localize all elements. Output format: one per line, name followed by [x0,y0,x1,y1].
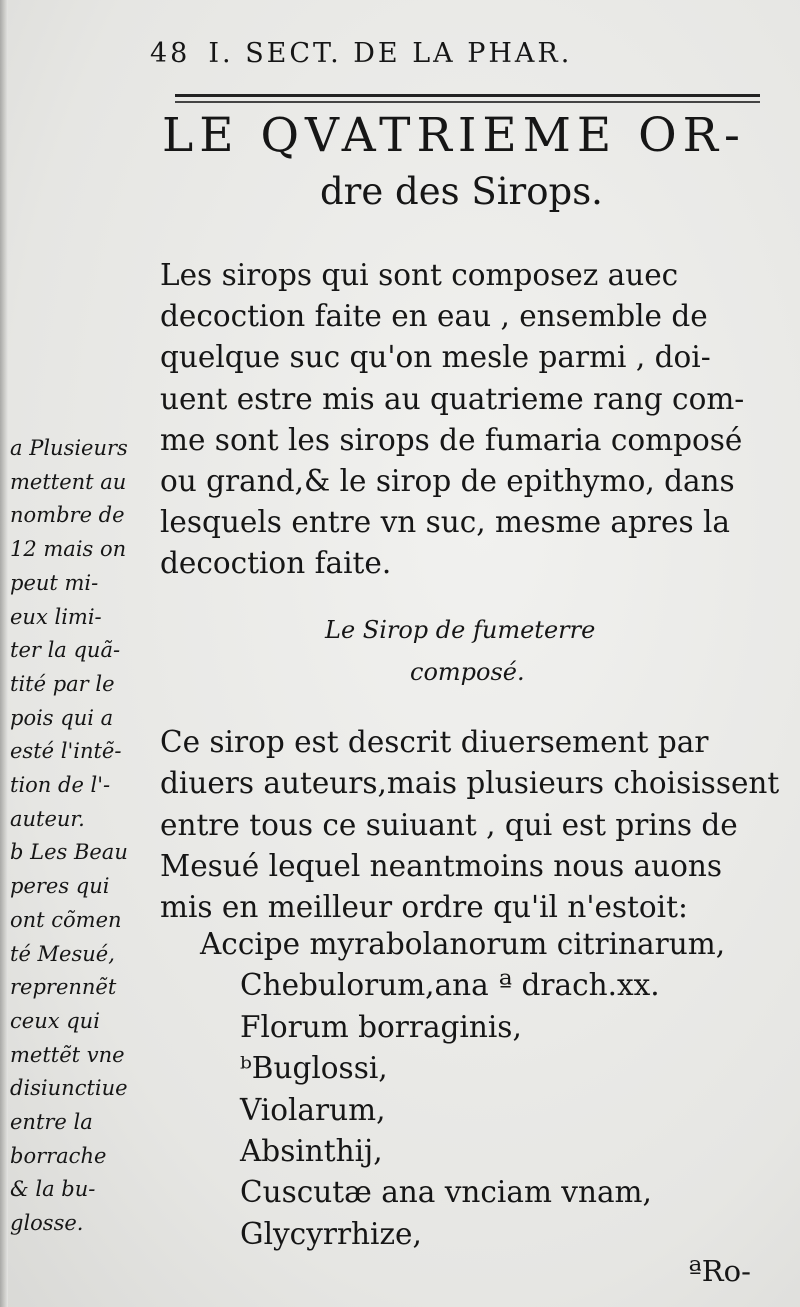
margin-line: ont cõmen [10,907,122,932]
margin-line: té Mesué, [10,941,115,966]
margin-line: tité par le [10,671,115,696]
recipe-line: Chebulorum,ana ª drach.xx. [240,968,660,1003]
margin-line: esté l'intẽ- [10,739,122,764]
text-line: uent estre mis au quatrieme rang com- [160,381,745,416]
margin-line: peut mi- [10,570,99,595]
margin-line: mettent au [10,469,127,494]
margin-line: mettẽt vne [10,1042,125,1067]
margin-line: ceux qui [10,1008,100,1033]
margin-line: a Plusieurs [10,436,128,460]
text-line: quelque suc qu'on mesle parmi , doi- [160,340,711,375]
text-line: diuers auteurs,mais plusieurs choisissent [160,766,780,801]
text-line: lesquels entre vn suc, mesme apres la [160,505,730,540]
catchword: ªRo- [688,1254,751,1288]
subheading-line-2: composé. [410,658,525,686]
header-rule [175,94,760,97]
paragraph-1 [160,255,770,585]
margin-line: reprennẽt [10,975,117,1000]
text-line: Ce sirop est descrit diuersement par [160,725,709,759]
margin-line: & la bu- [10,1177,96,1202]
page-number: 48 [150,38,191,69]
margin-line: tion de l'- [10,773,111,798]
margin-line: 12 mais on [10,537,127,562]
marginal-notes [10,432,160,1241]
recipe-line: Violarum, [240,1092,386,1127]
page-edge-shadow [0,0,8,1307]
margin-line: entre la [10,1110,93,1135]
chapter-title-line-1: LE QVATRIEME OR- [162,108,746,163]
recipe-line: Florum borraginis, [240,1009,522,1044]
recipe-line: Absinthij, [240,1134,383,1169]
running-head [150,38,750,69]
margin-line: ter la quã- [10,638,121,663]
text-line: decoction faite en eau , ensemble de [160,299,708,334]
margin-line: peres qui [10,874,110,899]
text-line: decoction faite. [160,546,392,581]
margin-line: b Les Beau [10,840,128,865]
text-line: mis en meilleur ordre qu'il n'estoit: [160,890,688,925]
margin-line: disiunctiue [10,1076,128,1101]
margin-line: pois qui a [10,705,114,730]
margin-line: nombre de [10,503,125,528]
running-title: I. SECT. DE LA PHAR. [208,38,573,69]
subheading-line-1: Le Sirop de fumeterre [325,616,596,644]
paragraph-2 [160,722,780,928]
recipe-line: Cuscutæ ana vnciam vnam, [240,1175,652,1210]
text-line: Les sirops qui sont composez auec [160,258,679,292]
margin-line: auteur. [10,806,85,831]
text-line: ou grand,& le sirop de epithymo, dans [160,464,735,499]
header-rule-thin [175,101,760,103]
margin-line: eux limi- [10,604,102,629]
recipe-line: ᵇBuglossi, [240,1051,388,1086]
recipe-line: Accipe myrabolanorum citrinarum, [200,927,726,961]
margin-line: glosse. [10,1211,84,1236]
text-line: me sont les sirops de fumaria composé [160,422,743,457]
recipe-list [200,924,780,1255]
recipe-line: Glycyrrhize, [240,1216,422,1251]
margin-line: borrache [10,1143,107,1168]
chapter-title-line-2: dre des Sirops. [320,170,603,213]
text-line: Mesué lequel neantmoins nous auons [160,848,723,883]
text-line: entre tous ce suiuant , qui est prins de [160,807,738,842]
